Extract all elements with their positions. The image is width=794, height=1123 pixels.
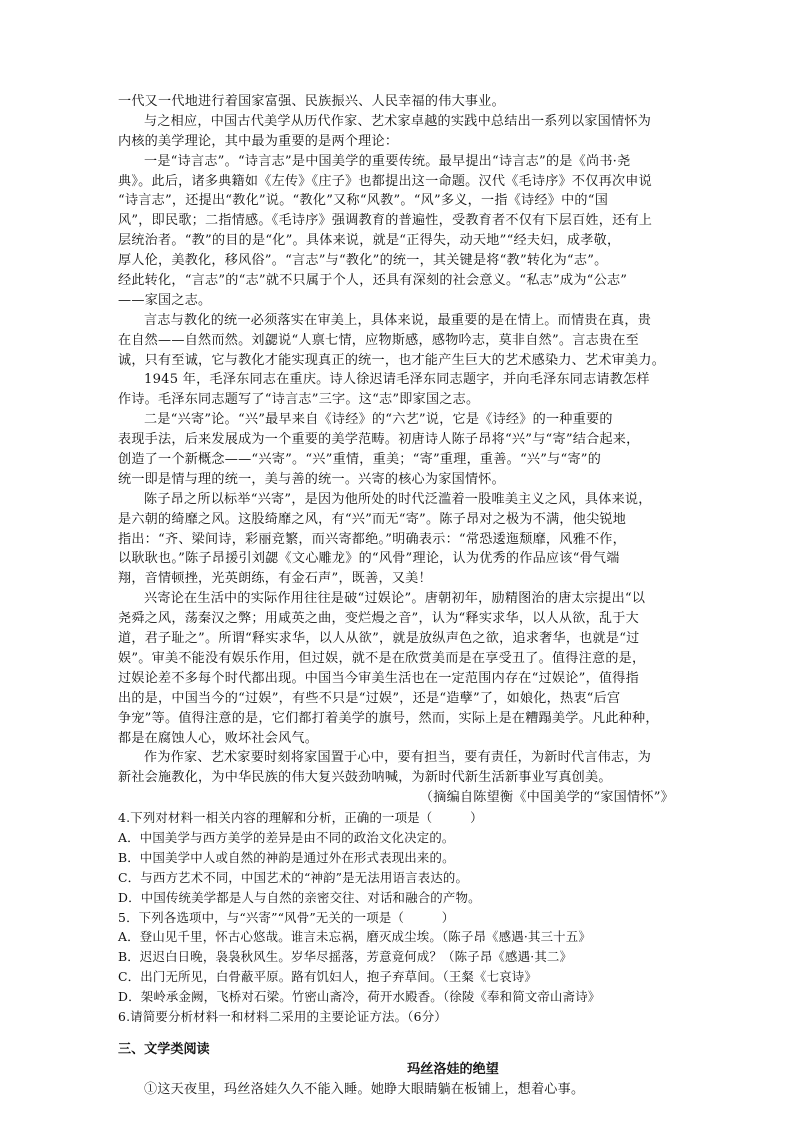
article-line: 以耿耿也。”陈子昂援引刘勰《文心雕龙》的“风骨”理论，认为优秀的作品应该“骨气端 bbox=[118, 551, 620, 567]
article-body bbox=[118, 92, 678, 788]
article-line: 统一即是情与理的统一，美与善的统一。兴寄的核心为家国情怀。 bbox=[118, 471, 505, 487]
article-line: 层统治者。“教”的目的是“化”。具体来说，就是“正得失，动天地”“经夫妇，成孝敬， bbox=[118, 233, 621, 249]
story-first-paragraph: ①这天夜里，玛丝洛娃久久不能入睡。她睁大眼睛躺在板铺上，想着心事。 bbox=[144, 1081, 585, 1097]
source-citation: （摘编自陈望衡《中国美学的“家国情怀”》 bbox=[419, 790, 674, 806]
question-line: C．出门无所见，白骨蔽平原。路有饥妇人，抱子弃草间。（王粲《七哀诗》 bbox=[118, 969, 537, 985]
article-line: 出的是，中国当今的“过娱”，有些不只是“过娱”，还是“造孽”了，如娘化，热衷“后宫 bbox=[118, 690, 621, 706]
article-line: 二是“兴寄”论。“兴”最早来自《诗经》的“六艺”说，它是《诗经》的一种重要的 bbox=[144, 412, 613, 428]
article-line: “诗言志”，还提出“教化”说。“教化”又称“风教”。“风”多义，一指《诗经》中的“国 bbox=[118, 193, 609, 209]
question-line: D．架岭承金阙，飞桥对石梁。竹密山斋冷，荷开水殿香。（徐陵《奉和简文帝山斋诗》 bbox=[118, 989, 601, 1005]
article-line: 一代又一代地进行着国家富强、民族振兴、人民幸福的伟大事业。 bbox=[118, 94, 505, 109]
article-line: 言志与教化的统一必须落实在审美上，具体来说，最重要的是在情上。而情贵在真，贵 bbox=[144, 312, 652, 328]
article-line: 作诗。毛泽东同志题写了“诗言志”三字。这“志”即家国之志。 bbox=[118, 392, 480, 408]
article-line: 在自然——自然而然。刘勰说“人禀七情，应物斯感，感物吟志，莫非自然”。言志贵在至 bbox=[118, 332, 639, 348]
question-line: 5．下列各选项中，与“兴寄”“风骨”无关的一项是（ ） bbox=[118, 909, 455, 925]
question-list bbox=[118, 808, 678, 1027]
article-line: 1945 年，毛泽东同志在重庆。诗人徐迟请毛泽东同志题字，并向毛泽东同志请教怎样 bbox=[144, 372, 650, 388]
article-line: 陈子昂之所以标举“兴寄”，是因为他所处的时代泛滥着一股唯美主义之风，具体来说， bbox=[144, 491, 652, 507]
article-line: 争宠”等。值得注意的是，它们都打着美学的旗号，然而，实际上是在糟蹋美学。凡此种种， bbox=[118, 710, 659, 726]
article-line: 道，君子耻之”。所谓“释实求华，以人从欲”，就是放纵声色之欲，追求奢华，也就是“过 bbox=[118, 631, 640, 647]
article-line: 典》。此后，诸多典籍如《左传》《庄子》也都提出这一命题。汉代《毛诗序》不仅再次申说 bbox=[118, 173, 652, 189]
article-line: 表现手法，后来发展成为一个重要的美学范畴。初唐诗人陈子昂将“兴”与“寄”结合起来， bbox=[118, 432, 640, 448]
article-line: 指出：“齐、梁间诗，彩丽竞繁，而兴寄都绝。”明确表示：“常恐逶迤颓靡，风雅不作， bbox=[118, 531, 626, 547]
article-line: 娱”。审美不能没有娱乐作用，但过娱，就不是在欣赏美而是在享受丑了。值得注意的是， bbox=[118, 650, 646, 666]
question-line: D．中国传统美学都是人与自然的亲密交往、对话和融合的产物。 bbox=[118, 889, 481, 905]
article-line: 厚人伦，美教化，移风俗”。“言志”与“教化”的统一，其关键是将“教”转化为“志”。 bbox=[118, 253, 608, 269]
article-line: 内核的美学理论，其中最为重要的是两个理论： bbox=[118, 133, 399, 149]
article-line: 翔，音情顿挫，光英朗练，有金石声”，既善，又美！ bbox=[118, 571, 432, 587]
article-line: 兴寄论在生活中的实际作用往往是破“过娱论”。唐朝初年，励精图治的唐太宗提出“以 bbox=[144, 591, 646, 607]
article-line: 与之相应，中国古代美学从历代作家、艺术家卓越的实践中总结出一系列以家国情怀为 bbox=[144, 113, 652, 129]
article-line: 过娱论差不多每个时代都出现。中国当今审美生活也在一定范围内存在“过娱论”，值得指 bbox=[118, 670, 639, 686]
article-line: 诚，只有至诚，它与教化才能实现真正的统一，也才能产生巨大的艺术感染力、艺术审美力。 bbox=[118, 352, 666, 368]
article-line: 都是在腐蚀人心，败坏社会风气。 bbox=[118, 730, 319, 746]
question-line: B．中国美学中人或自然的神韵是通过外在形式表现出来的。 bbox=[118, 849, 455, 865]
section-heading: 三、文学类阅读 bbox=[118, 1041, 210, 1057]
article-line: ——家国之志。 bbox=[118, 292, 212, 308]
story-title: 玛丝洛娃的绝望 bbox=[407, 1061, 499, 1077]
question-line: 6.请简要分析材料一和材料二采用的主要论证方法。（6分） bbox=[118, 1008, 447, 1024]
article-line: 创造了一个新概念——“兴寄”。“兴”重情，重美；“寄”重理，重善。“兴”与“寄”的 bbox=[118, 452, 602, 468]
article-line: 是六朝的绮靡之风。这股绮靡之风，有“兴”而无“寄”。陈子昂对之极为不满，他尖锐地 bbox=[118, 511, 627, 527]
article-line: 尧舜之风，荡秦汉之弊；用咸英之曲，变烂熳之音”，认为“释实求华，以人从欲，乱于大 bbox=[118, 611, 639, 627]
question-line: C．与西方艺术不同，中国艺术的“神韵”是无法用语言表达的。 bbox=[118, 869, 469, 885]
question-line: A．中国美学与西方美学的差异是由不同的政治文化决定的。 bbox=[118, 829, 455, 845]
article-line: 经此转化，“言志”的“志”就不只属于个人，还具有深刻的社会意义。“私志”成为“公志” bbox=[118, 273, 628, 289]
document-page bbox=[118, 92, 678, 1100]
article-line: 新社会施教化，为中华民族的伟大复兴鼓劲呐喊，为新时代新生活新事业写真创美。 bbox=[118, 770, 612, 786]
article-line: 作为作家、艺术家要时刻将家国置于心中，要有担当，要有责任，为新时代言伟志，为 bbox=[144, 750, 652, 766]
question-line: A．登山见千里，怀古心悠哉。谁言未忘祸，磨灭成尘埃。（陈子昂《感遇·其三十五》 bbox=[118, 929, 591, 945]
article-line: 一是“诗言志”。“诗言志”是中国美学的重要传统。最早提出“诗言志”的是《尚书·尧 bbox=[144, 153, 631, 169]
question-line: 4.下列对材料一相关内容的理解和分析，正确的一项是（ ） bbox=[118, 810, 483, 826]
article-line: 风”，即民歌；二指情感。《毛诗序》强调教育的普遍性，受教育者不仅有下层百姓，还有上 bbox=[118, 213, 653, 229]
question-line: B．迟迟白日晚，袅袅秋风生。岁华尽摇落，芳意竟何成？（陈子昂《感遇·其二》 bbox=[118, 949, 573, 965]
